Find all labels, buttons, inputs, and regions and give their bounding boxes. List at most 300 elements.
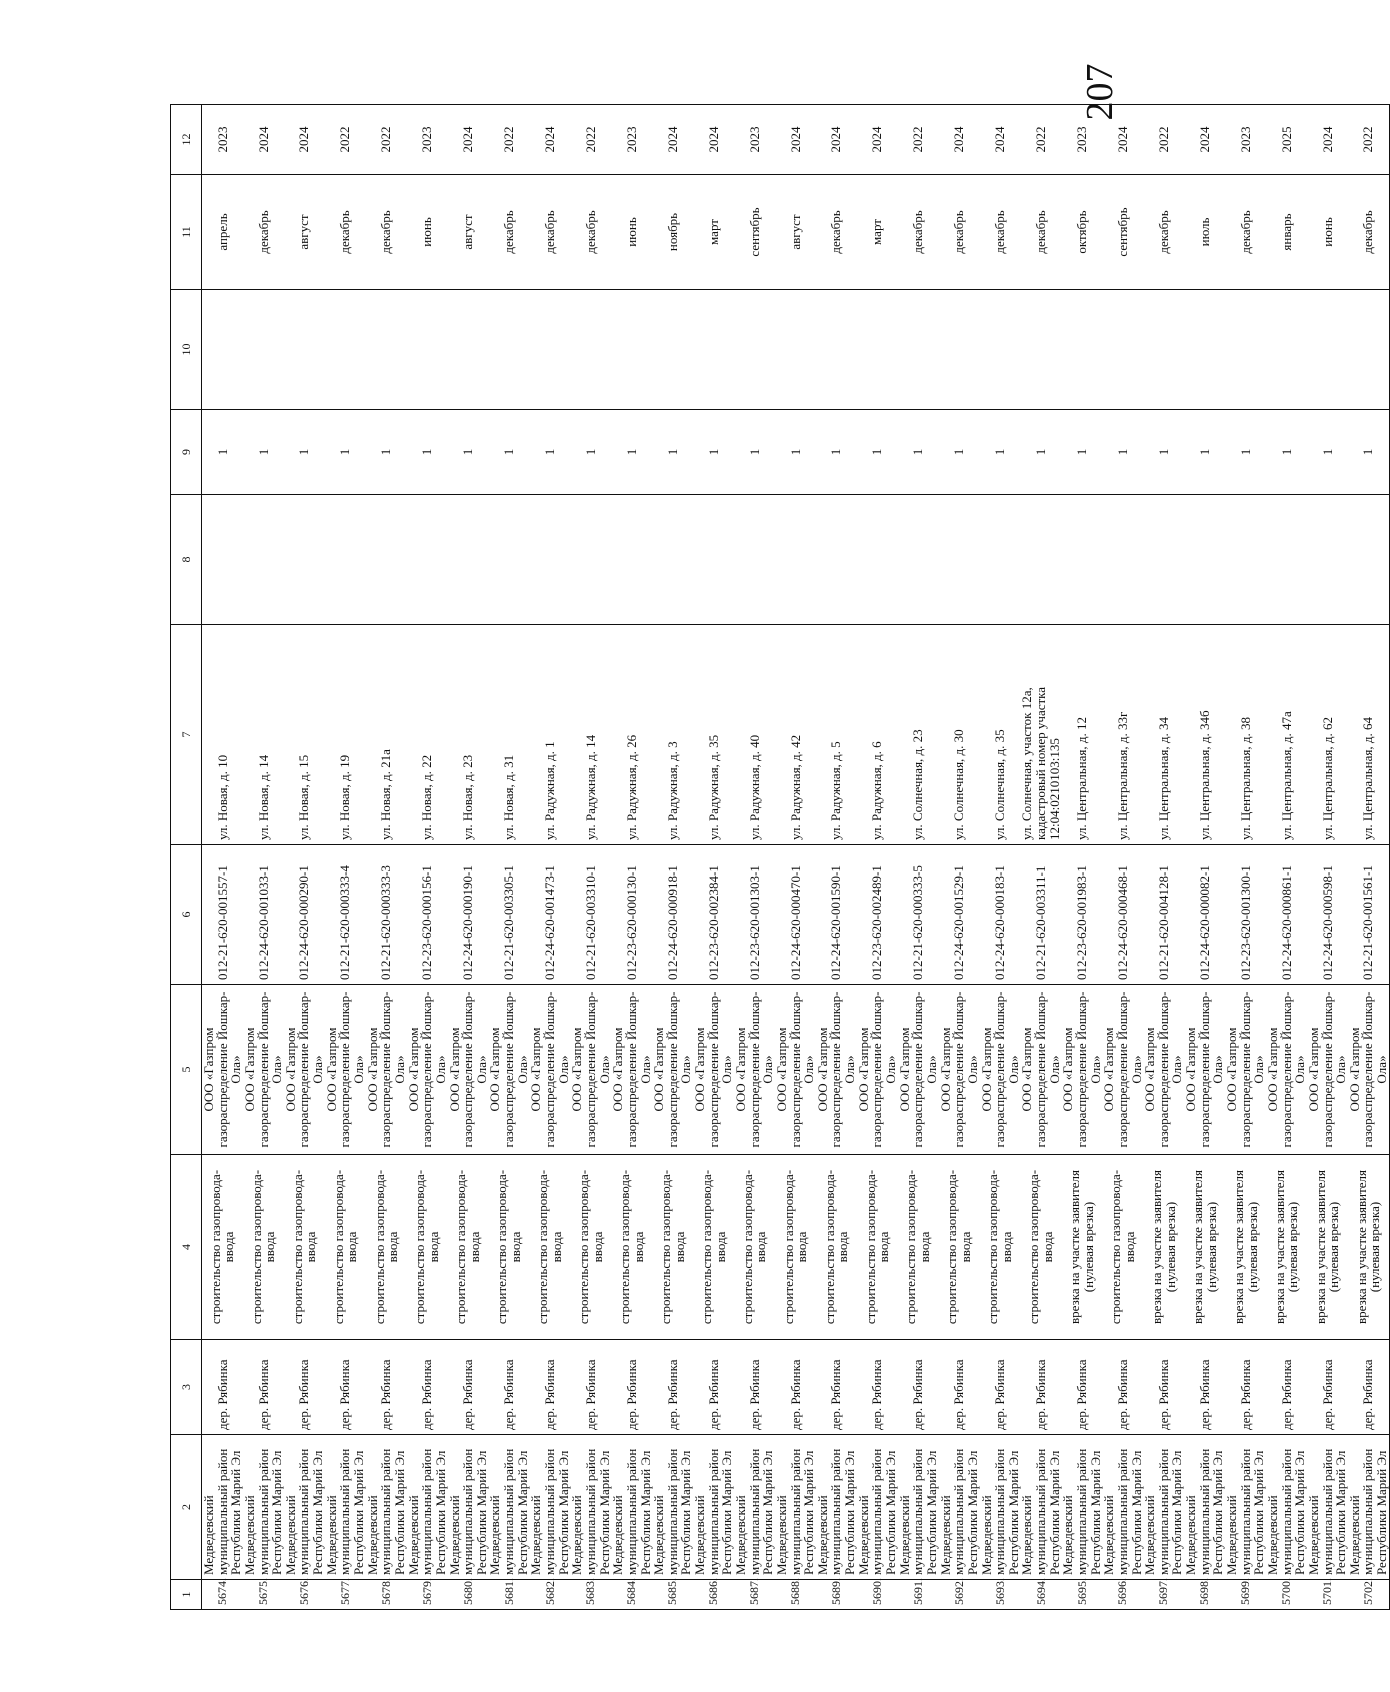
column-8-cell [529,495,570,625]
address-cell: ул. Солнечная, участок 12а, кадастровый номер участка 12:04:0210103:135 [1020,625,1061,845]
organization-cell: ООО «Газпром газораспределение Йошкар-Ола» [1225,985,1266,1155]
column-10-cell [734,290,775,410]
month-cell: декабрь [325,175,366,290]
locality-cell: дер. Рябинка [1225,1340,1266,1435]
table-row [1102,105,1143,1610]
work-type-cell: строительство газопровода-ввода [652,1155,693,1340]
column-8-cell [775,495,816,625]
table-row [448,105,489,1610]
application-code-cell: 012-21-620-000333-4 [325,845,366,985]
table-row [1225,105,1266,1610]
district-cell: Медведевский муниципальный район Республики Марий Эл [570,1435,611,1580]
address-cell: ул. Радужная, д. 1 [529,625,570,845]
work-type-cell: строительство газопровода-ввода [325,1155,366,1340]
organization-cell: ООО «Газпром газораспределение Йошкар-Ола» [857,985,898,1155]
count-cell: 1 [775,410,816,495]
district-cell: Медведевский муниципальный район Республики Марий Эл [1020,1435,1061,1580]
column-8-cell [1102,495,1143,625]
address-cell: ул. Радужная, д. 5 [816,625,857,845]
year-cell: 2024 [529,105,570,175]
month-cell: декабрь [366,175,407,290]
work-type-cell: строительство газопровода-ввода [407,1155,448,1340]
address-cell: ул. Центральная, д. 47а [1266,625,1307,845]
column-10-cell [325,290,366,410]
column-10-cell [1307,290,1348,410]
organization-cell: ООО «Газпром газораспределение Йошкар-Ола» [611,985,652,1155]
table-row [611,105,652,1610]
table-row [652,105,693,1610]
row-number: 5683. [570,1580,611,1610]
table-row [734,105,775,1610]
work-type-cell: строительство газопровода-ввода [448,1155,489,1340]
month-cell: декабрь [898,175,939,290]
column-10-cell [1020,290,1061,410]
work-type-cell: строительство газопровода-ввода [366,1155,407,1340]
count-cell: 1 [939,410,980,495]
district-cell: Медведевский муниципальный район Республики Марий Эл [325,1435,366,1580]
organization-cell: ООО «Газпром газораспределение Йошкар-Ола» [366,985,407,1155]
table-row [816,105,857,1610]
application-code-cell: 012-23-620-000156-1 [407,845,448,985]
year-cell: 2023 [202,105,243,175]
work-type-cell: строительство газопровода-ввода [898,1155,939,1340]
month-cell: март [693,175,734,290]
locality-cell: дер. Рябинка [939,1340,980,1435]
district-cell: Медведевский муниципальный район Республики Марий Эл [1307,1435,1348,1580]
column-header-1: 1 [171,1580,202,1610]
locality-cell: дер. Рябинка [202,1340,243,1435]
row-number: 5674. [202,1580,243,1610]
month-cell: март [857,175,898,290]
application-code-cell: 012-23-620-000130-1 [611,845,652,985]
row-number: 5691. [898,1580,939,1610]
address-cell: ул. Солнечная, д. 35 [980,625,1021,845]
locality-cell: дер. Рябинка [1307,1340,1348,1435]
column-10-cell [1225,290,1266,410]
year-cell: 2024 [980,105,1021,175]
column-8-cell [1184,495,1225,625]
year-cell: 2023 [734,105,775,175]
column-10-cell [775,290,816,410]
locality-cell: дер. Рябинка [693,1340,734,1435]
column-header-6: 6 [171,845,202,985]
work-type-cell: строительство газопровода-ввода [980,1155,1021,1340]
table-row [488,105,529,1610]
gas-connection-table [170,104,1390,1610]
work-type-cell: врезка на участке заявителя (нулевая врезка) [1348,1155,1389,1340]
count-cell: 1 [488,410,529,495]
column-10-cell [1102,290,1143,410]
application-code-cell: 012-21-620-000333-5 [898,845,939,985]
column-header-7: 7 [171,625,202,845]
work-type-cell: строительство газопровода-ввода [284,1155,325,1340]
address-cell: ул. Радужная, д. 42 [775,625,816,845]
column-8-cell [652,495,693,625]
table-row [898,105,939,1610]
application-code-cell: 012-21-620-001561-1 [1348,845,1389,985]
count-cell: 1 [652,410,693,495]
table-row [570,105,611,1610]
application-code-cell: 012-21-620-003305-1 [488,845,529,985]
count-cell: 1 [980,410,1021,495]
row-number: 5681. [488,1580,529,1610]
row-number: 5690. [857,1580,898,1610]
locality-cell: дер. Рябинка [652,1340,693,1435]
locality-cell: дер. Рябинка [857,1340,898,1435]
organization-cell: ООО «Газпром газораспределение Йошкар-Ола» [1061,985,1102,1155]
table-row [325,105,366,1610]
address-cell: ул. Радужная, д. 6 [857,625,898,845]
address-cell: ул. Радужная, д. 35 [693,625,734,845]
table-row [366,105,407,1610]
address-cell: ул. Новая, д. 31 [488,625,529,845]
district-cell: Медведевский муниципальный район Республики Марий Эл [693,1435,734,1580]
year-cell: 2022 [366,105,407,175]
column-header-8: 8 [171,495,202,625]
application-code-cell: 012-21-620-000333-3 [366,845,407,985]
district-cell: Медведевский муниципальный район Республики Марий Эл [243,1435,284,1580]
column-8-cell [284,495,325,625]
month-cell: январь [1266,175,1307,290]
column-10-cell [816,290,857,410]
organization-cell: ООО «Газпром газораспределение Йошкар-Ола» [652,985,693,1155]
application-code-cell: 012-23-620-001303-1 [734,845,775,985]
column-8-cell [1348,495,1389,625]
district-cell: Медведевский муниципальный район Республики Марий Эл [448,1435,489,1580]
column-8-cell [325,495,366,625]
year-cell: 2024 [1184,105,1225,175]
column-10-cell [366,290,407,410]
column-header-10: 10 [171,290,202,410]
application-code-cell: 012-23-620-002384-1 [693,845,734,985]
table-row [775,105,816,1610]
header-row [171,105,202,1610]
organization-cell: ООО «Газпром газораспределение Йошкар-Ола» [980,985,1021,1155]
district-cell: Медведевский муниципальный район Республики Марий Эл [1225,1435,1266,1580]
month-cell: декабрь [980,175,1021,290]
locality-cell: дер. Рябинка [980,1340,1021,1435]
district-cell: Медведевский муниципальный район Республики Марий Эл [1102,1435,1143,1580]
row-number: 5679. [407,1580,448,1610]
year-cell: 2022 [488,105,529,175]
year-cell: 2023 [611,105,652,175]
district-cell: Медведевский муниципальный район Республики Марий Эл [202,1435,243,1580]
row-number: 5675. [243,1580,284,1610]
row-number: 5677. [325,1580,366,1610]
organization-cell: ООО «Газпром газораспределение Йошкар-Ола» [898,985,939,1155]
row-number: 5697. [1143,1580,1184,1610]
year-cell: 2024 [652,105,693,175]
row-number: 5678. [366,1580,407,1610]
district-cell: Медведевский муниципальный район Республики Марий Эл [529,1435,570,1580]
district-cell: Медведевский муниципальный район Республики Марий Эл [284,1435,325,1580]
month-cell: июнь [1307,175,1348,290]
year-cell: 2024 [448,105,489,175]
year-cell: 2024 [693,105,734,175]
month-cell: август [284,175,325,290]
application-code-cell: 012-24-620-001590-1 [816,845,857,985]
district-cell: Медведевский муниципальный район Республики Марий Эл [652,1435,693,1580]
district-cell: Медведевский муниципальный район Республики Марий Эл [407,1435,448,1580]
district-cell: Медведевский муниципальный район Республики Марий Эл [611,1435,652,1580]
address-cell: ул. Радужная, д. 14 [570,625,611,845]
organization-cell: ООО «Газпром газораспределение Йошкар-Ола» [488,985,529,1155]
year-cell: 2022 [1020,105,1061,175]
column-8-cell [980,495,1021,625]
locality-cell: дер. Рябинка [1061,1340,1102,1435]
district-cell: Медведевский муниципальный район Республики Марий Эл [939,1435,980,1580]
locality-cell: дер. Рябинка [407,1340,448,1435]
row-number: 5676. [284,1580,325,1610]
application-code-cell: 012-24-620-000598-1 [1307,845,1348,985]
organization-cell: ООО «Газпром газораспределение Йошкар-Ола» [1307,985,1348,1155]
address-cell: ул. Центральная, д. 34 [1143,625,1184,845]
count-cell: 1 [325,410,366,495]
column-10-cell [1143,290,1184,410]
work-type-cell: врезка на участке заявителя (нулевая врезка) [1307,1155,1348,1340]
column-8-cell [407,495,448,625]
month-cell: сентябрь [1102,175,1143,290]
address-cell: ул. Центральная, д. 12 [1061,625,1102,845]
organization-cell: ООО «Газпром газораспределение Йошкар-Ола» [570,985,611,1155]
count-cell: 1 [284,410,325,495]
application-code-cell: 012-24-620-000861-1 [1266,845,1307,985]
row-number: 5689. [816,1580,857,1610]
work-type-cell: строительство газопровода-ввода [243,1155,284,1340]
month-cell: декабрь [1225,175,1266,290]
locality-cell: дер. Рябинка [898,1340,939,1435]
table-row [1143,105,1184,1610]
work-type-cell: строительство газопровода-ввода [775,1155,816,1340]
work-type-cell: строительство газопровода-ввода [570,1155,611,1340]
count-cell: 1 [898,410,939,495]
application-code-cell: 012-24-620-000183-1 [980,845,1021,985]
column-8-cell [857,495,898,625]
work-type-cell: врезка на участке заявителя (нулевая врезка) [1061,1155,1102,1340]
work-type-cell: врезка на участке заявителя (нулевая врезка) [1184,1155,1225,1340]
work-type-cell: строительство газопровода-ввода [529,1155,570,1340]
column-header-9: 9 [171,410,202,495]
table-row [857,105,898,1610]
application-code-cell: 012-23-620-001300-1 [1225,845,1266,985]
district-cell: Медведевский муниципальный район Республики Марий Эл [1143,1435,1184,1580]
address-cell: ул. Новая, д. 19 [325,625,366,845]
organization-cell: ООО «Газпром газораспределение Йошкар-Ола» [734,985,775,1155]
row-number: 5692. [939,1580,980,1610]
application-code-cell: 012-24-620-000918-1 [652,845,693,985]
column-8-cell [693,495,734,625]
work-type-cell: строительство газопровода-ввода [488,1155,529,1340]
application-code-cell: 012-24-620-000190-1 [448,845,489,985]
column-8-cell [570,495,611,625]
district-cell: Медведевский муниципальный район Республики Марий Эл [734,1435,775,1580]
year-cell: 2025 [1266,105,1307,175]
count-cell: 1 [1266,410,1307,495]
address-cell: ул. Новая, д. 22 [407,625,448,845]
year-cell: 2024 [775,105,816,175]
count-cell: 1 [1348,410,1389,495]
table-row [1020,105,1061,1610]
application-code-cell: 012-24-620-000470-1 [775,845,816,985]
count-cell: 1 [1225,410,1266,495]
count-cell: 1 [611,410,652,495]
column-8-cell [734,495,775,625]
year-cell: 2024 [1102,105,1143,175]
column-header-3: 3 [171,1340,202,1435]
year-cell: 2023 [1225,105,1266,175]
locality-cell: дер. Рябинка [1266,1340,1307,1435]
column-8-cell [488,495,529,625]
work-type-cell: врезка на участке заявителя (нулевая врезка) [1143,1155,1184,1340]
column-10-cell [448,290,489,410]
locality-cell: дер. Рябинка [284,1340,325,1435]
column-10-cell [1184,290,1225,410]
locality-cell: дер. Рябинка [1184,1340,1225,1435]
address-cell: ул. Центральная, д. 62 [1307,625,1348,845]
application-code-cell: 012-21-620-001557-1 [202,845,243,985]
address-cell: ул. Новая, д. 10 [202,625,243,845]
column-8-cell [898,495,939,625]
year-cell: 2024 [243,105,284,175]
address-cell: ул. Центральная, д. 38 [1225,625,1266,845]
column-8-cell [1225,495,1266,625]
year-cell: 2023 [1061,105,1102,175]
month-cell: декабрь [1143,175,1184,290]
district-cell: Медведевский муниципальный район Республики Марий Эл [488,1435,529,1580]
locality-cell: дер. Рябинка [775,1340,816,1435]
address-cell: ул. Радужная, д. 3 [652,625,693,845]
year-cell: 2024 [1307,105,1348,175]
application-code-cell: 012-23-620-001983-1 [1061,845,1102,985]
application-code-cell: 012-24-620-001529-1 [939,845,980,985]
table-row [693,105,734,1610]
locality-cell: дер. Рябинка [529,1340,570,1435]
row-number: 5682. [529,1580,570,1610]
row-number: 5698. [1184,1580,1225,1610]
district-cell: Медведевский муниципальный район Республики Марий Эл [980,1435,1021,1580]
work-type-cell: врезка на участке заявителя (нулевая врезка) [1225,1155,1266,1340]
rotated-table-sheet [170,105,1390,1610]
month-cell: декабрь [243,175,284,290]
organization-cell: ООО «Газпром газораспределение Йошкар-Ола» [816,985,857,1155]
column-8-cell [816,495,857,625]
year-cell: 2023 [407,105,448,175]
year-cell: 2022 [898,105,939,175]
count-cell: 1 [1020,410,1061,495]
organization-cell: ООО «Газпром газораспределение Йошкар-Ола» [202,985,243,1155]
table-row [1307,105,1348,1610]
column-10-cell [407,290,448,410]
application-code-cell: 012-21-620-003311-1 [1020,845,1061,985]
column-8-cell [366,495,407,625]
count-cell: 1 [529,410,570,495]
locality-cell: дер. Рябинка [325,1340,366,1435]
work-type-cell: строительство газопровода-ввода [939,1155,980,1340]
district-cell: Медведевский муниципальный район Республики Марий Эл [775,1435,816,1580]
table-row [284,105,325,1610]
count-cell: 1 [1061,410,1102,495]
count-cell: 1 [448,410,489,495]
count-cell: 1 [202,410,243,495]
organization-cell: ООО «Газпром газораспределение Йошкар-Ола» [1020,985,1061,1155]
district-cell: Медведевский муниципальный район Республики Марий Эл [857,1435,898,1580]
row-number: 5693. [980,1580,1021,1610]
table-row [980,105,1021,1610]
district-cell: Медведевский муниципальный район Республики Марий Эл [1184,1435,1225,1580]
month-cell: сентябрь [734,175,775,290]
month-cell: декабрь [570,175,611,290]
table-row [1266,105,1307,1610]
locality-cell: дер. Рябинка [1348,1340,1389,1435]
count-cell: 1 [816,410,857,495]
column-8-cell [1143,495,1184,625]
address-cell: ул. Солнечная, д. 23 [898,625,939,845]
column-10-cell [939,290,980,410]
month-cell: декабрь [529,175,570,290]
column-10-cell [488,290,529,410]
organization-cell: ООО «Газпром газораспределение Йошкар-Ола» [1143,985,1184,1155]
application-code-cell: 012-24-620-000082-1 [1184,845,1225,985]
count-cell: 1 [366,410,407,495]
organization-cell: ООО «Газпром газораспределение Йошкар-Ола» [1184,985,1225,1155]
year-cell: 2022 [1348,105,1389,175]
organization-cell: ООО «Газпром газораспределение Йошкар-Ола» [939,985,980,1155]
table-row [407,105,448,1610]
row-number: 5700. [1266,1580,1307,1610]
organization-cell: ООО «Газпром газораспределение Йошкар-Ола» [284,985,325,1155]
month-cell: ноябрь [652,175,693,290]
table-row [529,105,570,1610]
table-row [939,105,980,1610]
column-header-2: 2 [171,1435,202,1580]
row-number: 5694. [1020,1580,1061,1610]
column-10-cell [857,290,898,410]
work-type-cell: врезка на участке заявителя (нулевая врезка) [1266,1155,1307,1340]
table-row [243,105,284,1610]
district-cell: Медведевский муниципальный район Республики Марий Эл [1061,1435,1102,1580]
work-type-cell: строительство газопровода-ввода [611,1155,652,1340]
row-number: 5684. [611,1580,652,1610]
table-row [202,105,243,1610]
district-cell: Медведевский муниципальный район Республики Марий Эл [1348,1435,1389,1580]
table-row [1061,105,1102,1610]
address-cell: ул. Новая, д. 14 [243,625,284,845]
column-header-12: 12 [171,105,202,175]
locality-cell: дер. Рябинка [611,1340,652,1435]
table-body [202,105,1390,1610]
row-number: 5685. [652,1580,693,1610]
organization-cell: ООО «Газпром газораспределение Йошкар-Ола» [775,985,816,1155]
locality-cell: дер. Рябинка [570,1340,611,1435]
row-number: 5686. [693,1580,734,1610]
table-row [1184,105,1225,1610]
month-cell: июль [1184,175,1225,290]
address-cell: ул. Радужная, д. 40 [734,625,775,845]
application-code-cell: 012-24-620-001033-1 [243,845,284,985]
column-8-cell [1307,495,1348,625]
column-10-cell [243,290,284,410]
month-cell: октябрь [1061,175,1102,290]
organization-cell: ООО «Газпром газораспределение Йошкар-Ола» [1348,985,1389,1155]
count-cell: 1 [693,410,734,495]
district-cell: Медведевский муниципальный район Республики Марий Эл [366,1435,407,1580]
column-10-cell [898,290,939,410]
count-cell: 1 [1184,410,1225,495]
organization-cell: ООО «Газпром газораспределение Йошкар-Ола» [1266,985,1307,1155]
column-10-cell [1266,290,1307,410]
column-8-cell [939,495,980,625]
column-10-cell [980,290,1021,410]
